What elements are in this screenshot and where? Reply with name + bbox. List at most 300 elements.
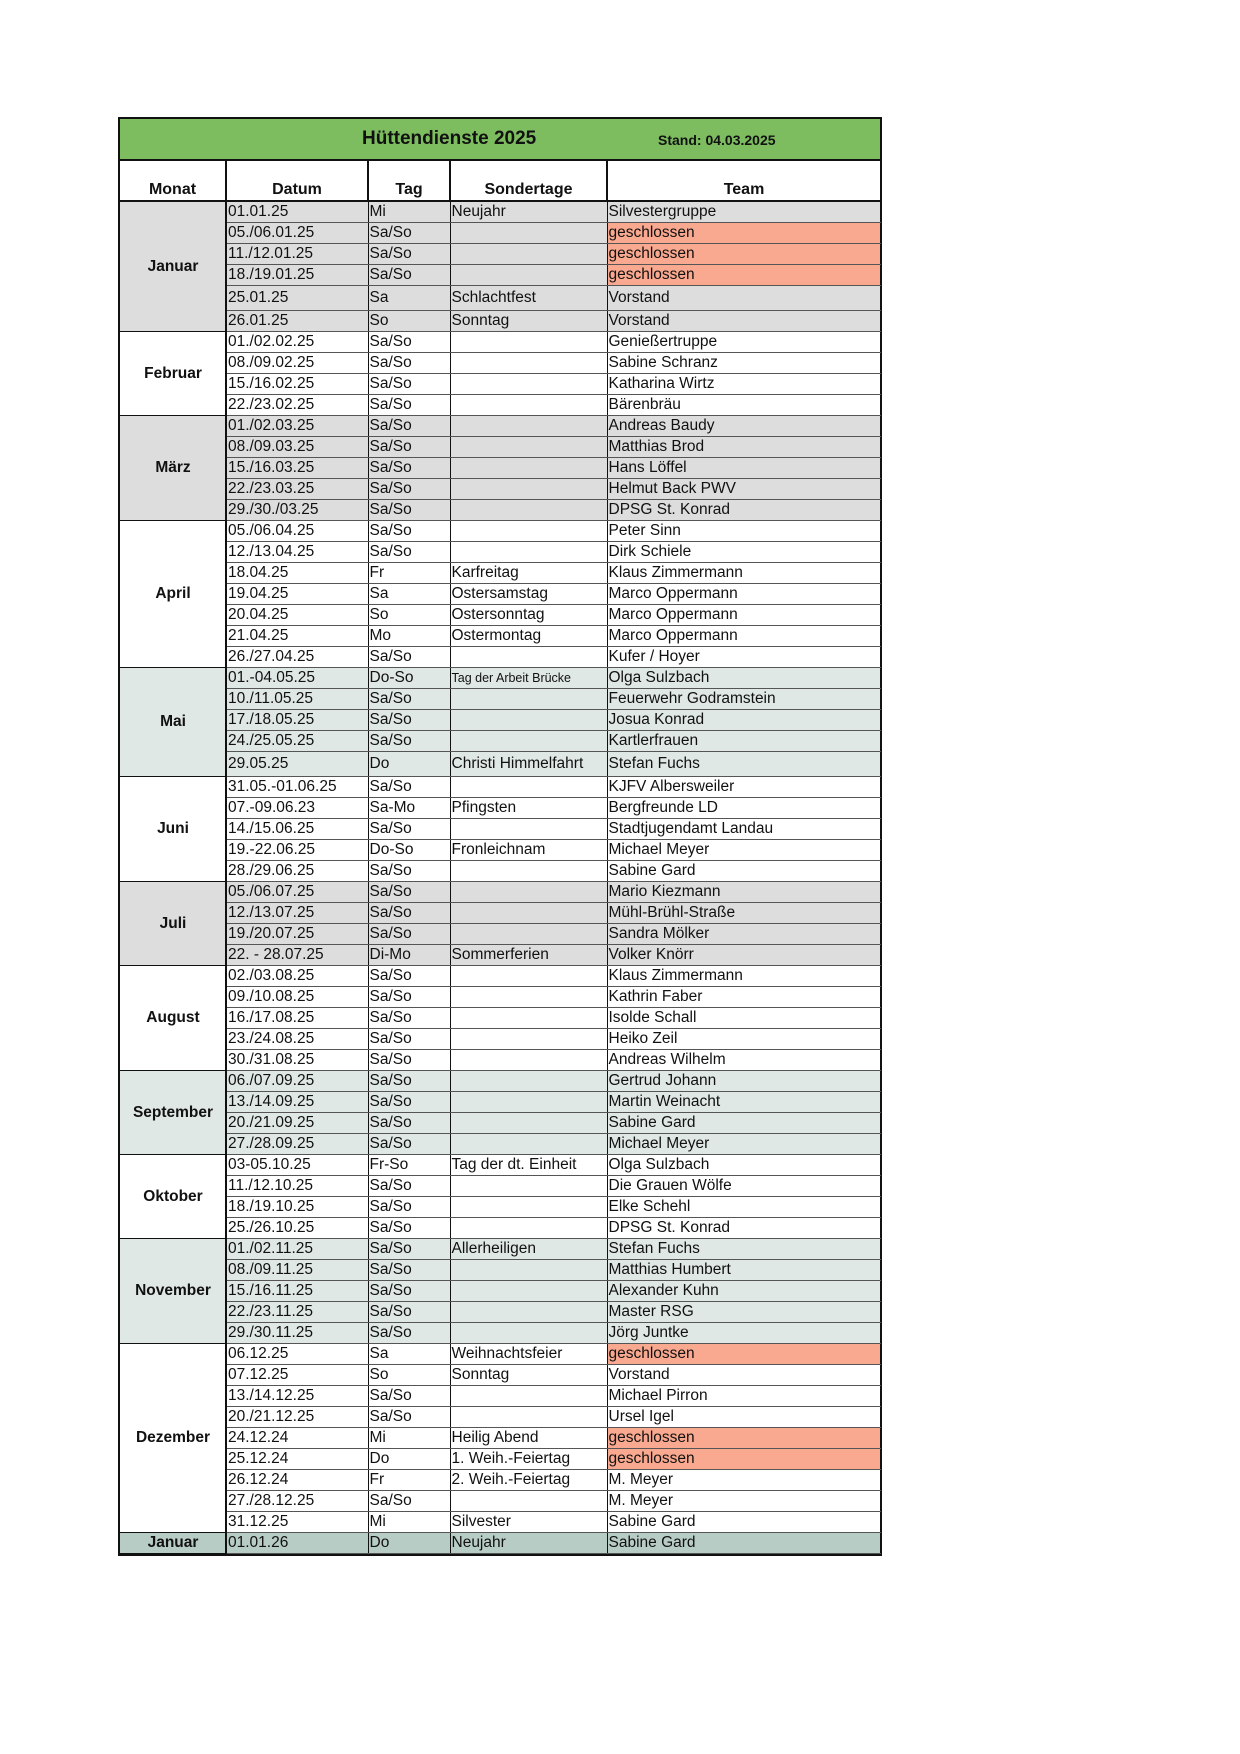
special-day-cell [450, 1281, 607, 1302]
table-row [120, 1449, 880, 1470]
special-day-cell: Christi Himmelfahrt [450, 752, 607, 777]
table-row [120, 1386, 880, 1407]
date-cell: 22./23.02.25 [226, 395, 368, 416]
date-cell: 09./10.08.25 [226, 987, 368, 1008]
day-cell: Sa/So [368, 479, 450, 500]
day-cell: Sa/So [368, 987, 450, 1008]
table-row [120, 777, 880, 798]
day-cell: Do-So [368, 840, 450, 861]
table-row [120, 458, 880, 479]
table-row [120, 1050, 880, 1071]
table-row [120, 1197, 880, 1218]
special-day-cell: Neujahr [450, 201, 607, 223]
date-cell: 12./13.07.25 [226, 903, 368, 924]
team-cell: Matthias Humbert [607, 1260, 880, 1281]
special-day-cell [450, 437, 607, 458]
day-cell: Sa/So [368, 542, 450, 563]
special-day-cell [450, 521, 607, 542]
special-day-cell [450, 542, 607, 563]
special-day-cell [450, 353, 607, 374]
special-day-cell: Fronleichnam [450, 840, 607, 861]
date-cell: 22. - 28.07.25 [226, 945, 368, 966]
date-cell: 25.12.24 [226, 1449, 368, 1470]
table-row [120, 1155, 880, 1176]
table-row [120, 1323, 880, 1344]
table-row [120, 752, 880, 777]
day-cell: Mi [368, 1428, 450, 1449]
date-cell: 25./26.10.25 [226, 1218, 368, 1239]
day-cell: Sa/So [368, 924, 450, 945]
special-day-cell: 2. Weih.-Feiertag [450, 1470, 607, 1491]
month-label: Oktober [120, 1155, 226, 1239]
team-cell: Mario Kiezmann [607, 882, 880, 903]
date-cell: 07.-09.06.23 [226, 798, 368, 819]
table-row [120, 395, 880, 416]
team-cell: Die Grauen Wölfe [607, 1176, 880, 1197]
table-row [120, 584, 880, 605]
table-row [120, 605, 880, 626]
table-row [120, 1491, 880, 1512]
team-cell: Stefan Fuchs [607, 752, 880, 777]
table-row [120, 1092, 880, 1113]
day-cell: Sa/So [368, 244, 450, 265]
team-cell: Jörg Juntke [607, 1323, 880, 1344]
day-cell: Sa/So [368, 223, 450, 244]
date-cell: 20./21.12.25 [226, 1407, 368, 1428]
special-day-cell [450, 1134, 607, 1155]
table-row [120, 798, 880, 819]
special-day-cell: Tag der Arbeit Brücke [450, 668, 607, 689]
date-cell: 16./17.08.25 [226, 1008, 368, 1029]
special-day-cell [450, 244, 607, 265]
date-cell: 08./09.03.25 [226, 437, 368, 458]
table-row [120, 1260, 880, 1281]
day-cell: Sa/So [368, 647, 450, 668]
date-cell: 08./09.02.25 [226, 353, 368, 374]
date-cell: 29./30./03.25 [226, 500, 368, 521]
date-cell: 18.04.25 [226, 563, 368, 584]
special-day-cell [450, 416, 607, 437]
team-cell: geschlossen [607, 1449, 880, 1470]
day-cell: Sa/So [368, 395, 450, 416]
date-cell: 12./13.04.25 [226, 542, 368, 563]
day-cell: Sa/So [368, 1134, 450, 1155]
team-cell: Marco Oppermann [607, 605, 880, 626]
date-cell: 25.01.25 [226, 286, 368, 311]
team-cell: Klaus Zimmermann [607, 966, 880, 987]
team-cell: M. Meyer [607, 1470, 880, 1491]
day-cell: Sa-Mo [368, 798, 450, 819]
date-cell: 15./16.11.25 [226, 1281, 368, 1302]
day-cell: Sa/So [368, 1176, 450, 1197]
table-row [120, 668, 880, 689]
table-row [120, 1365, 880, 1386]
day-cell: Sa/So [368, 332, 450, 353]
special-day-cell: Weihnachtsfeier [450, 1344, 607, 1365]
date-cell: 29.05.25 [226, 752, 368, 777]
team-cell: Katharina Wirtz [607, 374, 880, 395]
header-row [120, 161, 880, 201]
day-cell: Sa/So [368, 1050, 450, 1071]
team-cell: geschlossen [607, 223, 880, 244]
table-row [120, 244, 880, 265]
table-row [120, 945, 880, 966]
team-cell: Mühl-Brühl-Straße [607, 903, 880, 924]
date-cell: 11./12.10.25 [226, 1176, 368, 1197]
day-cell: Sa/So [368, 1323, 450, 1344]
team-cell: Sandra Mölker [607, 924, 880, 945]
date-cell: 06./07.09.25 [226, 1071, 368, 1092]
day-cell: Sa/So [368, 458, 450, 479]
special-day-cell [450, 1008, 607, 1029]
day-cell: Sa/So [368, 819, 450, 840]
team-cell: Michael Meyer [607, 840, 880, 861]
date-cell: 22./23.11.25 [226, 1302, 368, 1323]
day-cell: Di-Mo [368, 945, 450, 966]
team-cell: Josua Konrad [607, 710, 880, 731]
team-cell: Gertrud Johann [607, 1071, 880, 1092]
team-cell: Dirk Schiele [607, 542, 880, 563]
team-cell: Marco Oppermann [607, 584, 880, 605]
table-row [120, 966, 880, 987]
special-day-cell: Ostermontag [450, 626, 607, 647]
team-cell: Michael Pirron [607, 1386, 880, 1407]
table-row [120, 1071, 880, 1092]
month-label: Juli [120, 882, 226, 966]
team-cell: Kufer / Hoyer [607, 647, 880, 668]
date-cell: 14./15.06.25 [226, 819, 368, 840]
special-day-cell: 1. Weih.-Feiertag [450, 1449, 607, 1470]
team-cell: Vorstand [607, 286, 880, 311]
table-row [120, 987, 880, 1008]
day-cell: Do [368, 1449, 450, 1470]
table-row [120, 265, 880, 286]
day-cell: Sa/So [368, 1491, 450, 1512]
special-day-cell [450, 1491, 607, 1512]
title-bar [120, 119, 880, 161]
header-team: Team [607, 161, 880, 201]
day-cell: Sa/So [368, 1302, 450, 1323]
special-day-cell: Pfingsten [450, 798, 607, 819]
day-cell: Sa [368, 286, 450, 311]
team-cell: Master RSG [607, 1302, 880, 1323]
day-cell: Sa/So [368, 1092, 450, 1113]
special-day-cell: Neujahr [450, 1533, 607, 1554]
month-label: September [120, 1071, 226, 1155]
special-day-cell: Sonntag [450, 311, 607, 332]
table-row [120, 332, 880, 353]
table-row [120, 542, 880, 563]
schedule-table [120, 161, 881, 1554]
team-cell: Michael Meyer [607, 1134, 880, 1155]
special-day-cell: Tag der dt. Einheit [450, 1155, 607, 1176]
day-cell: Sa/So [368, 1407, 450, 1428]
sheet-title: Hüttendienste 2025 [362, 128, 537, 149]
day-cell: Do [368, 1533, 450, 1554]
month-label: November [120, 1239, 226, 1344]
special-day-cell [450, 1260, 607, 1281]
table-row [120, 201, 880, 223]
date-cell: 26./27.04.25 [226, 647, 368, 668]
date-cell: 15./16.02.25 [226, 374, 368, 395]
special-day-cell: Ostersonntag [450, 605, 607, 626]
special-day-cell: Silvester [450, 1512, 607, 1533]
special-day-cell [450, 1407, 607, 1428]
team-cell: Sabine Gard [607, 1113, 880, 1134]
day-cell: So [368, 311, 450, 332]
special-day-cell [450, 1029, 607, 1050]
table-row [120, 416, 880, 437]
schedule-sheet [118, 117, 882, 1556]
day-cell: Sa/So [368, 1197, 450, 1218]
table-row [120, 819, 880, 840]
table-row [120, 374, 880, 395]
table-row [120, 563, 880, 584]
date-cell: 29./30.11.25 [226, 1323, 368, 1344]
team-cell: Kartlerfrauen [607, 731, 880, 752]
schedule-body [120, 201, 880, 1554]
date-cell: 05./06.04.25 [226, 521, 368, 542]
day-cell: Sa/So [368, 374, 450, 395]
day-cell: Fr-So [368, 1155, 450, 1176]
team-cell: Bärenbräu [607, 395, 880, 416]
special-day-cell [450, 500, 607, 521]
team-cell: Klaus Zimmermann [607, 563, 880, 584]
day-cell: Sa/So [368, 416, 450, 437]
table-row [120, 903, 880, 924]
date-cell: 19./20.07.25 [226, 924, 368, 945]
team-cell: Stefan Fuchs [607, 1239, 880, 1260]
day-cell: Sa/So [368, 437, 450, 458]
special-day-cell: Heilig Abend [450, 1428, 607, 1449]
table-row [120, 1239, 880, 1260]
table-row [120, 1533, 880, 1554]
team-cell: Peter Sinn [607, 521, 880, 542]
date-cell: 02./03.08.25 [226, 966, 368, 987]
date-cell: 07.12.25 [226, 1365, 368, 1386]
day-cell: Do [368, 752, 450, 777]
header-tag: Tag [368, 161, 450, 201]
table-row [120, 479, 880, 500]
date-cell: 01.01.26 [226, 1533, 368, 1554]
day-cell: Sa/So [368, 731, 450, 752]
month-label: Juni [120, 777, 226, 882]
day-cell: Sa/So [368, 777, 450, 798]
special-day-cell: Schlachtfest [450, 286, 607, 311]
special-day-cell [450, 861, 607, 882]
month-label: Januar [120, 201, 226, 332]
special-day-cell [450, 1197, 607, 1218]
date-cell: 28./29.06.25 [226, 861, 368, 882]
day-cell: Sa/So [368, 882, 450, 903]
table-row [120, 731, 880, 752]
date-cell: 05./06.07.25 [226, 882, 368, 903]
date-cell: 23./24.08.25 [226, 1029, 368, 1050]
team-cell: Kathrin Faber [607, 987, 880, 1008]
date-cell: 31.12.25 [226, 1512, 368, 1533]
day-cell: Mo [368, 626, 450, 647]
team-cell: Silvestergruppe [607, 201, 880, 223]
day-cell: Sa/So [368, 1113, 450, 1134]
day-cell: Mi [368, 1512, 450, 1533]
team-cell: geschlossen [607, 244, 880, 265]
team-cell: M. Meyer [607, 1491, 880, 1512]
table-row [120, 1407, 880, 1428]
day-cell: Sa/So [368, 1218, 450, 1239]
team-cell: Genießertruppe [607, 332, 880, 353]
date-cell: 22./23.03.25 [226, 479, 368, 500]
table-row [120, 689, 880, 710]
table-row [120, 500, 880, 521]
date-cell: 19.04.25 [226, 584, 368, 605]
team-cell: Alexander Kuhn [607, 1281, 880, 1302]
date-cell: 13./14.09.25 [226, 1092, 368, 1113]
team-cell: Marco Oppermann [607, 626, 880, 647]
month-label: August [120, 966, 226, 1071]
team-cell: Sabine Gard [607, 1533, 880, 1554]
special-day-cell [450, 966, 607, 987]
date-cell: 21.04.25 [226, 626, 368, 647]
table-row [120, 286, 880, 311]
special-day-cell: Ostersamstag [450, 584, 607, 605]
table-row [120, 647, 880, 668]
table-row [120, 840, 880, 861]
date-cell: 03-05.10.25 [226, 1155, 368, 1176]
date-cell: 26.12.24 [226, 1470, 368, 1491]
team-cell: Ursel Igel [607, 1407, 880, 1428]
date-cell: 27./28.09.25 [226, 1134, 368, 1155]
special-day-cell [450, 1302, 607, 1323]
special-day-cell [450, 1323, 607, 1344]
date-cell: 11./12.01.25 [226, 244, 368, 265]
team-cell: Heiko Zeil [607, 1029, 880, 1050]
day-cell: Do-So [368, 668, 450, 689]
special-day-cell [450, 924, 607, 945]
special-day-cell [450, 647, 607, 668]
day-cell: Sa/So [368, 1260, 450, 1281]
day-cell: Sa [368, 1344, 450, 1365]
month-label: Mai [120, 668, 226, 777]
special-day-cell [450, 903, 607, 924]
date-cell: 01./02.11.25 [226, 1239, 368, 1260]
table-row [120, 521, 880, 542]
team-cell: Vorstand [607, 311, 880, 332]
team-cell: Volker Knörr [607, 945, 880, 966]
team-cell: Feuerwehr Godramstein [607, 689, 880, 710]
table-row [120, 1470, 880, 1491]
table-row [120, 311, 880, 332]
special-day-cell [450, 1176, 607, 1197]
date-cell: 10./11.05.25 [226, 689, 368, 710]
date-cell: 27./28.12.25 [226, 1491, 368, 1512]
table-row [120, 710, 880, 731]
date-cell: 30./31.08.25 [226, 1050, 368, 1071]
date-cell: 06.12.25 [226, 1344, 368, 1365]
team-cell: Bergfreunde LD [607, 798, 880, 819]
table-row [120, 437, 880, 458]
table-row [120, 626, 880, 647]
day-cell: Fr [368, 1470, 450, 1491]
date-cell: 13./14.12.25 [226, 1386, 368, 1407]
table-row [120, 924, 880, 945]
special-day-cell [450, 882, 607, 903]
special-day-cell [450, 987, 607, 1008]
day-cell: Sa [368, 584, 450, 605]
special-day-cell [450, 777, 607, 798]
day-cell: Sa/So [368, 710, 450, 731]
team-cell: geschlossen [607, 1344, 880, 1365]
special-day-cell [450, 458, 607, 479]
month-label: Januar [120, 1533, 226, 1554]
date-cell: 19.-22.06.25 [226, 840, 368, 861]
date-cell: 15./16.03.25 [226, 458, 368, 479]
day-cell: Fr [368, 563, 450, 584]
day-cell: Sa/So [368, 353, 450, 374]
table-row [120, 882, 880, 903]
team-cell: Hans Löffel [607, 458, 880, 479]
table-row [120, 223, 880, 244]
team-cell: geschlossen [607, 265, 880, 286]
team-cell: Martin Weinacht [607, 1092, 880, 1113]
special-day-cell: Sommerferien [450, 945, 607, 966]
date-cell: 01.-04.05.25 [226, 668, 368, 689]
special-day-cell [450, 1386, 607, 1407]
month-label: April [120, 521, 226, 668]
day-cell: Sa/So [368, 500, 450, 521]
header-datum: Datum [226, 161, 368, 201]
date-cell: 31.05.-01.06.25 [226, 777, 368, 798]
day-cell: Sa/So [368, 1281, 450, 1302]
table-row [120, 1113, 880, 1134]
date-cell: 01./02.02.25 [226, 332, 368, 353]
date-cell: 26.01.25 [226, 311, 368, 332]
table-row [120, 1428, 880, 1449]
special-day-cell: Karfreitag [450, 563, 607, 584]
team-cell: Matthias Brod [607, 437, 880, 458]
special-day-cell [450, 395, 607, 416]
special-day-cell [450, 265, 607, 286]
day-cell: Sa/So [368, 1386, 450, 1407]
team-cell: Elke Schehl [607, 1197, 880, 1218]
day-cell: Mi [368, 201, 450, 223]
special-day-cell [450, 710, 607, 731]
table-row [120, 1344, 880, 1365]
date-cell: 20./21.09.25 [226, 1113, 368, 1134]
month-label: Dezember [120, 1344, 226, 1533]
header-monat: Monat [120, 161, 226, 201]
special-day-cell: Allerheiligen [450, 1239, 607, 1260]
team-cell: Sabine Gard [607, 861, 880, 882]
team-cell: Andreas Baudy [607, 416, 880, 437]
special-day-cell [450, 1113, 607, 1134]
team-cell: Olga Sulzbach [607, 668, 880, 689]
table-row [120, 1302, 880, 1323]
stand-date: Stand: 04.03.2025 [658, 132, 776, 148]
date-cell: 08./09.11.25 [226, 1260, 368, 1281]
special-day-cell [450, 819, 607, 840]
table-row [120, 861, 880, 882]
team-cell: KJFV Albersweiler [607, 777, 880, 798]
day-cell: Sa/So [368, 1071, 450, 1092]
date-cell: 01.01.25 [226, 201, 368, 223]
team-cell: Sabine Gard [607, 1512, 880, 1533]
special-day-cell [450, 479, 607, 500]
date-cell: 18./19.10.25 [226, 1197, 368, 1218]
table-row [120, 1134, 880, 1155]
team-cell: Stadtjugendamt Landau [607, 819, 880, 840]
special-day-cell [450, 1050, 607, 1071]
day-cell: Sa/So [368, 861, 450, 882]
